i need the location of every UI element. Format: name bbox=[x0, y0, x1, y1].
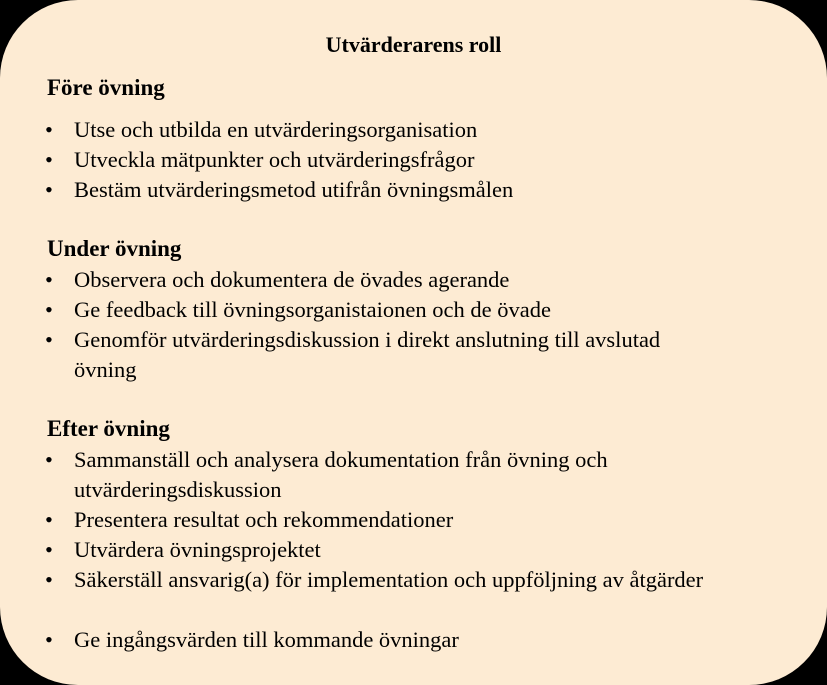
list-item: • Presentera resultat och rekommendationer bbox=[45, 505, 785, 535]
list-item: • Säkerställ ansvarig(a) för implementation och uppföljning av åtgärder bbox=[45, 565, 775, 595]
list-item: • Observera och dokumentera de övades agerande bbox=[45, 265, 785, 295]
section-heading-during: Under övning bbox=[47, 236, 182, 261]
bullet-icon: • bbox=[45, 327, 53, 352]
bullet-icon: • bbox=[45, 537, 53, 562]
bullet-icon: • bbox=[45, 447, 53, 472]
list-item: • Utveckla mätpunkter och utvärderingsfrågor bbox=[45, 145, 785, 175]
bullet-icon: • bbox=[45, 177, 53, 202]
bullet-icon: • bbox=[45, 117, 53, 142]
card-title: Utvärderarens roll bbox=[325, 32, 502, 57]
list-item: • Utvärdera övningsprojektet bbox=[45, 535, 785, 565]
list-item: • Ge ingångsvärden till kommande övningar bbox=[45, 625, 785, 655]
bullet-icon: • bbox=[45, 627, 53, 652]
bullet-icon: • bbox=[45, 507, 53, 532]
list-item: • Sammanställ och analysera dokumentation från övning och utvärderingsdiskussion bbox=[45, 447, 608, 502]
list-item: • Ge feedback till övningsorganistaionen och de övade bbox=[45, 295, 785, 325]
section-heading-before: Före övning bbox=[47, 75, 165, 100]
bullet-icon: • bbox=[45, 267, 53, 292]
bullet-icon: • bbox=[45, 297, 53, 322]
list-item: • Bestäm utvärderingsmetod utifrån övningsmålen bbox=[45, 175, 785, 205]
section-heading-after: Efter övning bbox=[47, 416, 170, 441]
list-item: • Genomför utvärderingsdiskussion i direkt anslutning till avslutad övning bbox=[45, 327, 661, 382]
list-item: • Utse och utbilda en utvärderingsorganisation bbox=[45, 115, 785, 145]
bullet-icon: • bbox=[45, 567, 53, 592]
bullet-icon: • bbox=[45, 147, 53, 172]
